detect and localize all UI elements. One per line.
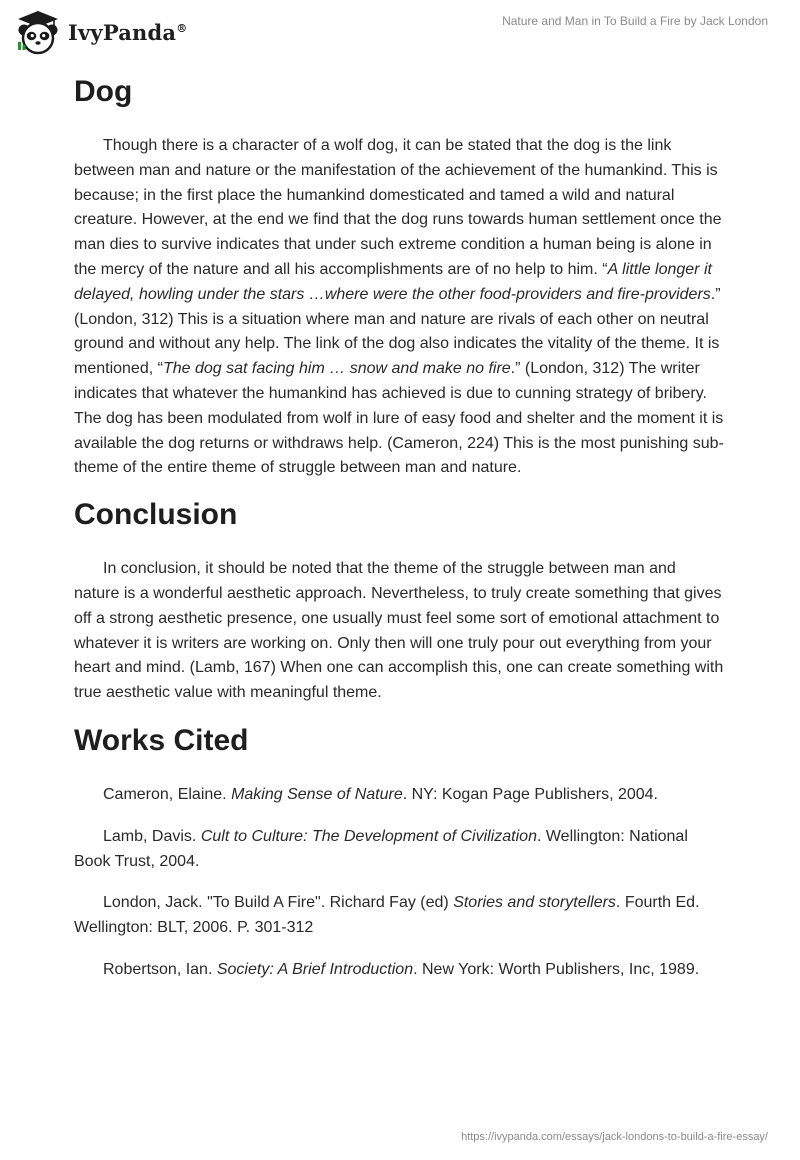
section-heading-dog: Dog (74, 75, 133, 108)
citation-london: London, Jack. "To Build A Fire". Richard Fay (ed) Stories and storytellers. Fourth Ed. Wellington: BLT, 2006. P. 301-312 (74, 894, 700, 937)
conclusion-paragraph: In conclusion, it should be noted that the theme of the struggle between man and nature is a wonderful aesthetic approach. Nevertheless, to truly create something that gives off a strong aesthetic presence, one usually must feel some sort of emotional attachment to whatever it is writers are working on. Only then will one truly pour out everything from your heart and mind. (Lamb, 167) When one can accomplish this, one can create something with true aesthetic value with meaningful theme. (74, 560, 724, 702)
section-heading-conclusion: Conclusion (74, 498, 238, 532)
section-heading-works-cited: Works Cited (74, 723, 249, 757)
citation-lamb: Lamb, Davis. Cult to Culture: The Development of Civilization. Wellington: National Book Trust, 2004. (74, 827, 688, 870)
dog-paragraph: Though there is a character of a wolf dog, it can be stated that the dog is the link between man and nature or the manifestation of the achievement of the humankind. This is because; in the first place the humankind domesticated and tamed a wild and natural creature. However, at the end we find that the dog runs towards human settlement once the man dies to survive indicates that under such extreme condition a human being is alone in the mercy of the nature and all his accomplishments are of no help to him. “A little longer it delayed, howling under the stars …where were the other food-providers and fire-providers.” (London, 312) This is a situation where man and nature are rivals of each other on neutral ground and without any help. The link of the dog also indicates the vitality of the theme. It is mentioned, “The dog sat facing him … snow and make no fire.” (London, 312) The writer indicates that whatever the humankind has achieved is due to cunning strategy of bribery. The dog has been modulated from wolf in lure of easy food and shelter and the moment it is available the dog returns or withdraws help. (Cameron, 224) This is the most punishing sub-theme of the entire theme of struggle between man and nature. (74, 137, 724, 477)
essay-content (74, 72, 724, 1000)
panda-graduate-icon (14, 8, 62, 56)
section-works-cited (74, 721, 724, 983)
source-url-link[interactable]: https://ivypanda.com/essays/jack-londons-to-build-a-fire-essay/ (461, 1131, 768, 1143)
section-conclusion (74, 495, 724, 706)
dog-quote-1: A little longer it delayed, howling under the stars …where were the other food-providers and fire-providers (74, 260, 712, 303)
dog-quote-2: The dog sat facing him … snow and make no fire (162, 360, 511, 378)
citation-cameron: Cameron, Elaine. Making Sense of Nature. NY: Kogan Page Publishers, 2004. (103, 785, 658, 803)
page-header (0, 0, 800, 70)
section-dog (74, 72, 724, 481)
document-title: Nature and Man in To Build a Fire by Jack London (502, 14, 768, 28)
brand-name: IvyPanda® (68, 19, 188, 45)
ivypanda-logo[interactable] (14, 8, 187, 56)
citation-robertson: Robertson, Ian. Society: A Brief Introduction. New York: Worth Publishers, Inc, 1989. (103, 960, 700, 978)
